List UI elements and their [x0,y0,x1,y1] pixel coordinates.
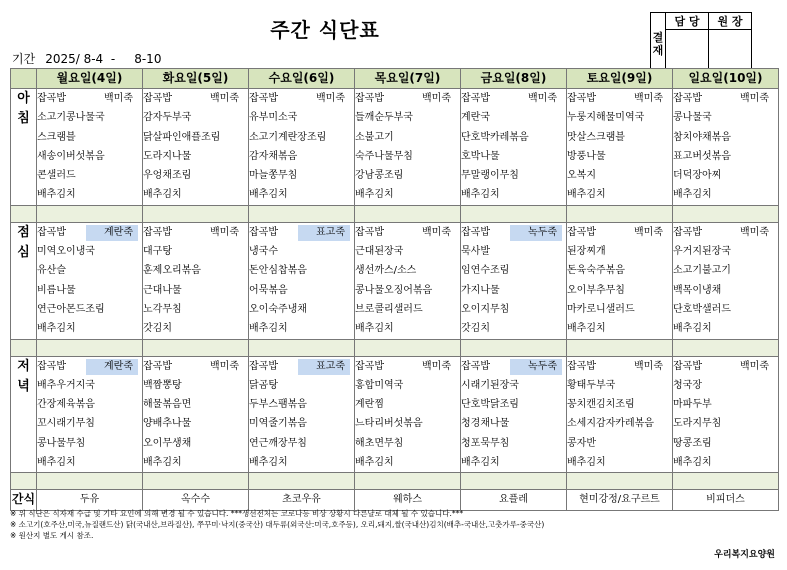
menu-item: 배추김치 [37,189,76,201]
menu-item: 가지나물 [461,284,500,296]
snack-item: 요플레 [461,490,567,511]
rice-item: 잡곡밥 [37,93,66,104]
menu-item: 오복지 [567,170,596,182]
menu-cell [355,89,461,206]
menu-cell [461,89,567,206]
menu-first-line [37,89,142,108]
menu-item: 양배추나물 [143,418,192,430]
snack-item: 두유 [37,490,143,511]
menu-item: 생선까스/소스 [355,265,417,277]
menu-first-line [461,357,566,376]
menu-item: 닭곰탕 [249,379,278,391]
menu-item: 백목이냉채 [673,284,722,296]
menu-item: 브로콜리샐러드 [355,303,423,315]
rice-item: 잡곡밥 [673,93,702,104]
menu-table [10,68,779,511]
menu-first-line [37,223,142,242]
rice-item: 잡곡밥 [37,226,66,238]
rice-item: 잡곡밥 [673,360,702,372]
separator-row [11,339,779,356]
menu-item: 계란찜 [355,399,384,411]
day-header-row [11,69,779,89]
note-line: ※ 소고기(호주산,미국,뉴질랜드산) 닭(국내산,브라질산), 쭈꾸미·낙지(중국산) 대두류(외국산:미국,호주등), 오리,돼지,쌀(국내산)김치(배추-국내산,고춧가루-중국산) [10,520,545,529]
menu-item: 청경채나물 [461,418,510,430]
menu-first-line [673,223,778,242]
menu-item: 우거지된장국 [673,246,731,258]
snack-item: 현미강정/요구르트 [567,490,673,511]
menu-first-line [461,223,566,242]
note-line: ※ 위 식단은 식자재 수급 및 기타 요인에 의해 변경 될 수 있습니다. ***생선전처는 코로나등 비상 상황시 다른날로 대체 될 수 있습니다.*** [10,509,464,518]
meal-row [11,89,779,206]
menu-item: 새송이버섯볶음 [37,150,105,162]
menu-item: 미역줄기볶음 [249,418,307,430]
menu-first-line [143,223,248,242]
meal-row [11,222,779,339]
rice-item: 잡곡밥 [249,360,278,372]
menu-item: 콩나물국 [673,112,712,124]
rice-item: 잡곡밥 [355,93,384,104]
menu-cell [355,222,461,339]
menu-item: 소고기불고기 [673,265,731,277]
menu-item: 유부미소국 [249,112,298,124]
menu-item: 냉국수 [249,246,278,258]
menu-cell [355,356,461,473]
menu-first-line [143,357,248,376]
menu-item: 백짬뽕탕 [143,379,182,391]
menu-cell [143,356,249,473]
rice-item: 잡곡밥 [37,360,66,372]
rice-item: 잡곡밥 [461,226,490,238]
porridge-item: 백미죽 [422,360,451,372]
menu-item: 배추김치 [355,189,394,201]
menu-first-line [567,357,672,376]
menu-item: 배추김치 [461,189,500,201]
meal-label: 저 녁 [11,356,37,473]
menu-item: 닭살파인애플조림 [143,131,221,143]
snack-item: 초코우유 [249,490,355,511]
menu-item: 배추김치 [673,323,712,335]
snack-label: 간식 [11,490,37,511]
menu-item: 감자채볶음 [249,150,298,162]
menu-first-line [673,89,778,108]
notes [10,508,544,541]
porridge-item: 백미죽 [740,93,769,104]
menu-item: 단호박카레볶음 [461,131,529,143]
menu-item: 간장제육볶음 [37,399,95,411]
menu-item: 마늘쫑무침 [249,170,298,182]
menu-item: 콩자반 [567,437,596,449]
meal-row [11,356,779,473]
day-header: 수요일(6일) [249,69,355,89]
menu-item: 소고기계란장조림 [249,131,327,143]
menu-item: 배추김치 [673,457,712,469]
menu-item: 호박나물 [461,150,500,162]
menu-cell [567,356,673,473]
menu-first-line [567,89,672,108]
menu-item: 단호박샐러드 [673,303,731,315]
menu-item: 우엉채조림 [143,170,192,182]
menu-item: 누룽지해물미역국 [567,112,645,124]
menu-item: 마파두부 [673,399,712,411]
separator-row [11,205,779,222]
rice-item: 잡곡밥 [249,93,278,104]
menu-item: 연근아몬드조림 [37,303,105,315]
menu-first-line [143,89,248,108]
snack-item: 웨하스 [355,490,461,511]
approval-staff-header: 담 당 [666,13,709,30]
menu-item: 배추김치 [567,457,606,469]
porridge-item: 계란죽 [86,359,138,375]
menu-cell [37,356,143,473]
porridge-item: 표고죽 [298,359,350,375]
menu-item: 콩나물오징어볶음 [355,284,433,296]
menu-item: 갓김치 [143,323,172,335]
porridge-item: 계란죽 [86,225,138,241]
menu-cell [249,222,355,339]
menu-item: 도라지무침 [673,418,722,430]
porridge-item: 녹두죽 [510,225,562,241]
menu-item: 임연수조림 [461,265,510,277]
menu-item: 배추김치 [143,189,182,201]
menu-item: 연근깨장무침 [249,437,307,449]
menu-item: 강남콩조림 [355,170,404,182]
menu-item: 비름나물 [37,284,76,296]
menu-item: 돈육숙주볶음 [567,265,625,277]
day-header: 금요일(8일) [461,69,567,89]
rice-item: 잡곡밥 [143,226,172,238]
menu-item: 도라지나물 [143,150,192,162]
day-header: 토요일(9일) [567,69,673,89]
menu-item: 오이지무침 [461,303,510,315]
menu-item: 감자두부국 [143,112,192,124]
menu-cell [673,356,779,473]
period-label: 기간 [12,52,36,66]
period [12,50,161,67]
menu-item: 미역오이냉국 [37,246,95,258]
meal-label: 아 침 [11,89,37,206]
rice-item: 잡곡밥 [567,226,596,238]
porridge-item: 백미죽 [740,360,769,372]
menu-item: 참치야채볶음 [673,131,731,143]
menu-cell [143,222,249,339]
menu-item: 묵사발 [461,246,490,258]
menu-cell [37,222,143,339]
rice-item: 잡곡밥 [249,226,278,238]
menu-item: 어묵볶음 [249,284,288,296]
menu-item: 꼬시래기무침 [37,418,95,430]
day-header: 월요일(4일) [37,69,143,89]
menu-cell [249,356,355,473]
menu-item: 배추김치 [37,457,76,469]
porridge-item: 백미죽 [422,93,451,104]
menu-item: 단호박닭조림 [461,399,519,411]
menu-item: 오이무생채 [143,437,192,449]
menu-item: 배추김치 [355,323,394,335]
rice-item: 잡곡밥 [461,360,490,372]
menu-item: 콩나물무침 [37,437,86,449]
meal-label: 점 심 [11,222,37,339]
menu-item: 된장찌개 [567,246,606,258]
menu-first-line [355,89,460,108]
menu-first-line [567,223,672,242]
approval-director-header: 원 장 [709,13,752,30]
organization-name: 우리복지요양원 [714,550,775,560]
porridge-item: 백미죽 [634,360,663,372]
menu-item: 오이부추무침 [567,284,625,296]
porridge-item: 백미죽 [210,93,239,104]
snack-item: 옥수수 [143,490,249,511]
menu-item: 근대나물 [143,284,182,296]
menu-first-line [673,357,778,376]
menu-item: 홍합미역국 [355,379,404,391]
menu-item: 방풍나물 [567,150,606,162]
menu-item: 배추김치 [567,323,606,335]
menu-item: 꽁치캔김치조림 [567,399,635,411]
menu-item: 근대된장국 [355,246,404,258]
porridge-item: 백미죽 [210,360,239,372]
menu-item: 시래기된장국 [461,379,519,391]
rice-item: 잡곡밥 [355,360,384,372]
menu-cell [143,89,249,206]
menu-item: 맛살스크램블 [567,131,625,143]
approval-box [650,12,752,75]
menu-item: 갓김치 [461,323,490,335]
menu-item: 들깨순두부국 [355,112,413,124]
menu-item: 땅콩조림 [673,437,712,449]
porridge-item: 백미죽 [740,226,769,238]
menu-cell [249,89,355,206]
period-value: 2025/ 8-4 - 8-10 [45,52,162,66]
menu-item: 소불고기 [355,131,394,143]
day-header: 목요일(7일) [355,69,461,89]
menu-item: 배추김치 [567,189,606,201]
rice-item: 잡곡밥 [567,360,596,372]
rice-item: 잡곡밥 [461,93,490,104]
menu-cell [673,89,779,206]
menu-item: 유산슬 [37,265,66,277]
menu-item: 돈안심찹볶음 [249,265,307,277]
corner-cell [11,69,37,89]
menu-item: 배추김치 [355,457,394,469]
menu-item: 무말랭이무침 [461,170,519,182]
menu-first-line [355,357,460,376]
note-line: ※ 원산지 별도 게시 참조. [10,531,94,540]
snack-item: 비피더스 [673,490,779,511]
menu-cell [567,89,673,206]
page-title: 주간 식단표 [270,18,380,42]
menu-first-line [355,223,460,242]
porridge-item: 백미죽 [528,93,557,104]
menu-item: 청국장 [673,379,702,391]
menu-item: 해초면무침 [355,437,404,449]
menu-item: 오이숙주냉채 [249,303,307,315]
porridge-item: 녹두죽 [510,359,562,375]
menu-item: 황태두부국 [567,379,616,391]
day-header: 화요일(5일) [143,69,249,89]
menu-first-line [37,357,142,376]
porridge-item: 백미죽 [634,93,663,104]
menu-first-line [249,89,354,108]
porridge-item: 백미죽 [104,93,133,104]
menu-item: 해물볶음면 [143,399,192,411]
menu-item: 배추김치 [673,189,712,201]
menu-item: 콘샐러드 [37,170,76,182]
menu-item: 배추김치 [249,323,288,335]
menu-item: 훈제오리볶음 [143,265,201,277]
menu-item: 배추김치 [143,457,182,469]
menu-item: 표고버섯볶음 [673,150,731,162]
menu-cell [37,89,143,206]
menu-item: 배추우거지국 [37,379,95,391]
menu-item: 숙주나물무침 [355,150,413,162]
menu-item: 소세지감자카레볶음 [567,418,654,430]
porridge-item: 백미죽 [210,226,239,238]
rice-item: 잡곡밥 [673,226,702,238]
menu-first-line [249,223,354,242]
porridge-item: 표고죽 [298,225,350,241]
menu-first-line [461,89,566,108]
menu-item: 마카로니샐러드 [567,303,635,315]
menu-item: 배추김치 [37,323,76,335]
menu-item: 소고기콩나물국 [37,112,105,124]
porridge-item: 백미죽 [316,93,345,104]
rice-item: 잡곡밥 [143,93,172,104]
approval-label: 결 재 [651,13,666,75]
day-header: 일요일(10일) [673,69,779,89]
porridge-item: 백미죽 [634,226,663,238]
menu-cell [461,356,567,473]
menu-item: 배추김치 [249,457,288,469]
rice-item: 잡곡밥 [143,360,172,372]
menu-item: 배추김치 [461,457,500,469]
menu-cell [461,222,567,339]
porridge-item: 백미죽 [422,226,451,238]
menu-item: 노각무침 [143,303,182,315]
menu-item: 배추김치 [249,189,288,201]
rice-item: 잡곡밥 [567,93,596,104]
menu-item: 대구탕 [143,246,172,258]
separator-row [11,473,779,490]
menu-first-line [249,357,354,376]
menu-item: 느타리버섯볶음 [355,418,423,430]
menu-cell [567,222,673,339]
menu-cell [673,222,779,339]
menu-item: 더덕장아찌 [673,170,722,182]
menu-item: 스크램블 [37,131,76,143]
menu-item: 청포묵무침 [461,437,510,449]
rice-item: 잡곡밥 [355,226,384,238]
menu-item: 계란국 [461,112,490,124]
menu-item: 두부스팸볶음 [249,399,307,411]
